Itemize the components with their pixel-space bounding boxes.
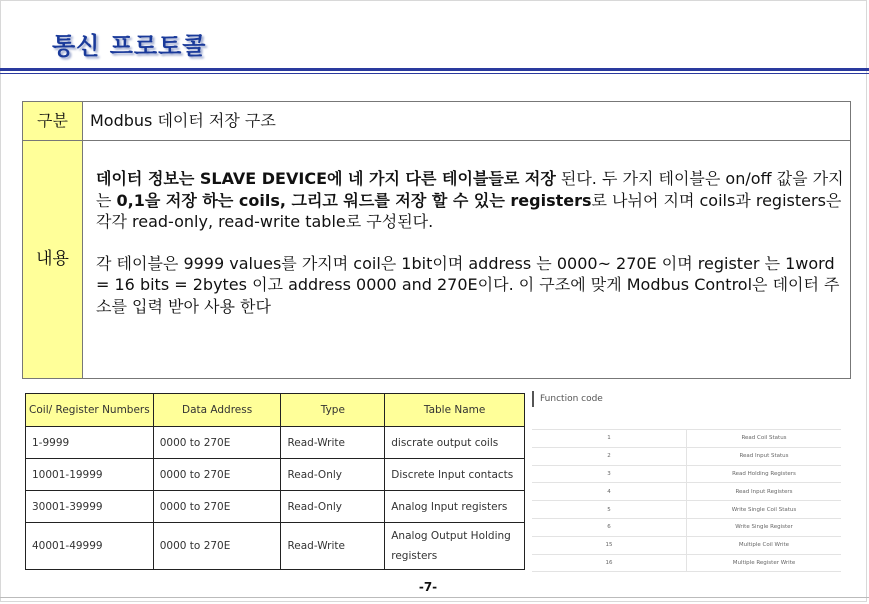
register-header-cell: Type: [281, 394, 385, 427]
function-name: Read Input Registers: [687, 483, 842, 501]
para1-seg-1: 된다. 두 가지 테이블은 on/off 값을 가지는: [96, 169, 844, 210]
table-cell: Read-Only: [281, 491, 385, 523]
table-cell: Read-Write: [281, 427, 385, 459]
info-paragraph-1: [96, 168, 846, 233]
page-number: -7-: [418, 580, 438, 594]
title-underline-thick: [0, 68, 869, 71]
table-cell: Analog Input registers: [385, 491, 525, 523]
function-code-row: [532, 501, 841, 519]
function-code-row: [532, 518, 841, 536]
para1-seg-3: 로 나뉘어 지며 coils과 registers은 각각 read-only, read-write table로 구성된다.: [96, 190, 842, 231]
function-code: 1: [532, 430, 687, 448]
info-body-label: 내용: [23, 141, 83, 378]
function-name: Multiple Coil Write: [687, 536, 842, 554]
register-table: [25, 393, 525, 570]
function-name: Read Input Status: [687, 447, 842, 465]
info-body-text: [96, 168, 846, 317]
table-cell: 0000 to 270E: [153, 523, 281, 570]
function-code-row: [532, 465, 841, 483]
para1-seg-2: 0,1을 저장 하는 coils, 그리고 워드를 저장 할 수 있는 registers: [116, 190, 592, 210]
function-name: Read Holding Registers: [687, 465, 842, 483]
function-code-row: [532, 447, 841, 465]
info-header-value: Modbus 데이터 저장 구조: [90, 111, 276, 130]
function-name: Write Single Register: [687, 518, 842, 536]
table-row: [26, 491, 525, 523]
function-name: Write Single Coil Status: [687, 501, 842, 519]
register-header-cell: Data Address: [153, 394, 281, 427]
table-cell: Read-Write: [281, 523, 385, 570]
function-code-row: [532, 483, 841, 501]
register-table-header: [26, 394, 525, 427]
function-code-row: [532, 536, 841, 554]
title-underline-thin: [0, 73, 869, 74]
info-header-row: [23, 102, 850, 141]
function-code: 4: [532, 483, 687, 501]
table-cell: 0000 to 270E: [153, 459, 281, 491]
table-cell: 0000 to 270E: [153, 427, 281, 459]
function-name: Read Coil Status: [687, 430, 842, 448]
table-cell: 1-9999: [26, 427, 154, 459]
table-cell: 40001-49999: [26, 523, 154, 570]
function-code: 6: [532, 518, 687, 536]
info-header-label: 구분: [23, 102, 83, 140]
table-row: [26, 523, 525, 570]
table-row: [26, 459, 525, 491]
function-code-title: Function code: [532, 391, 603, 407]
function-code: 16: [532, 554, 687, 572]
table-cell: discrate output coils: [385, 427, 525, 459]
function-code-table: [532, 429, 841, 572]
table-cell: Analog Output Holding registers: [385, 523, 525, 570]
function-code: 5: [532, 501, 687, 519]
register-header-cell: Coil/ Register Numbers: [26, 394, 154, 427]
register-header-cell: Table Name: [385, 394, 525, 427]
table-cell: 0000 to 270E: [153, 491, 281, 523]
page-title: 통신 프로토콜: [52, 32, 207, 60]
function-name: Multiple Register Write: [687, 554, 842, 572]
info-box: [22, 101, 851, 379]
function-code-row: [532, 430, 841, 448]
table-row: [26, 427, 525, 459]
table-cell: 10001-19999: [26, 459, 154, 491]
para1-seg-0: 데이터 정보는 SLAVE DEVICE에 네 가지 다른 테이블들로 저장: [96, 169, 556, 188]
function-code: 3: [532, 465, 687, 483]
table-cell: 30001-39999: [26, 491, 154, 523]
function-code: 2: [532, 447, 687, 465]
table-cell: Read-Only: [281, 459, 385, 491]
function-code: 15: [532, 536, 687, 554]
table-cell: Discrete Input contacts: [385, 459, 525, 491]
function-code-row: [532, 554, 841, 572]
info-paragraph-2: 각 테이블은 9999 values를 가지며 coil은 1bit이며 address 는 0000~ 270E 이며 register 는 1word = 16 bits = 2bytes 이고 address 0000 and 270E이다. 이 구조에 맞게 Modbus Control은 데이터 주소를 입력 받아 사용 한다: [96, 253, 840, 316]
footer-rule: [0, 597, 869, 598]
